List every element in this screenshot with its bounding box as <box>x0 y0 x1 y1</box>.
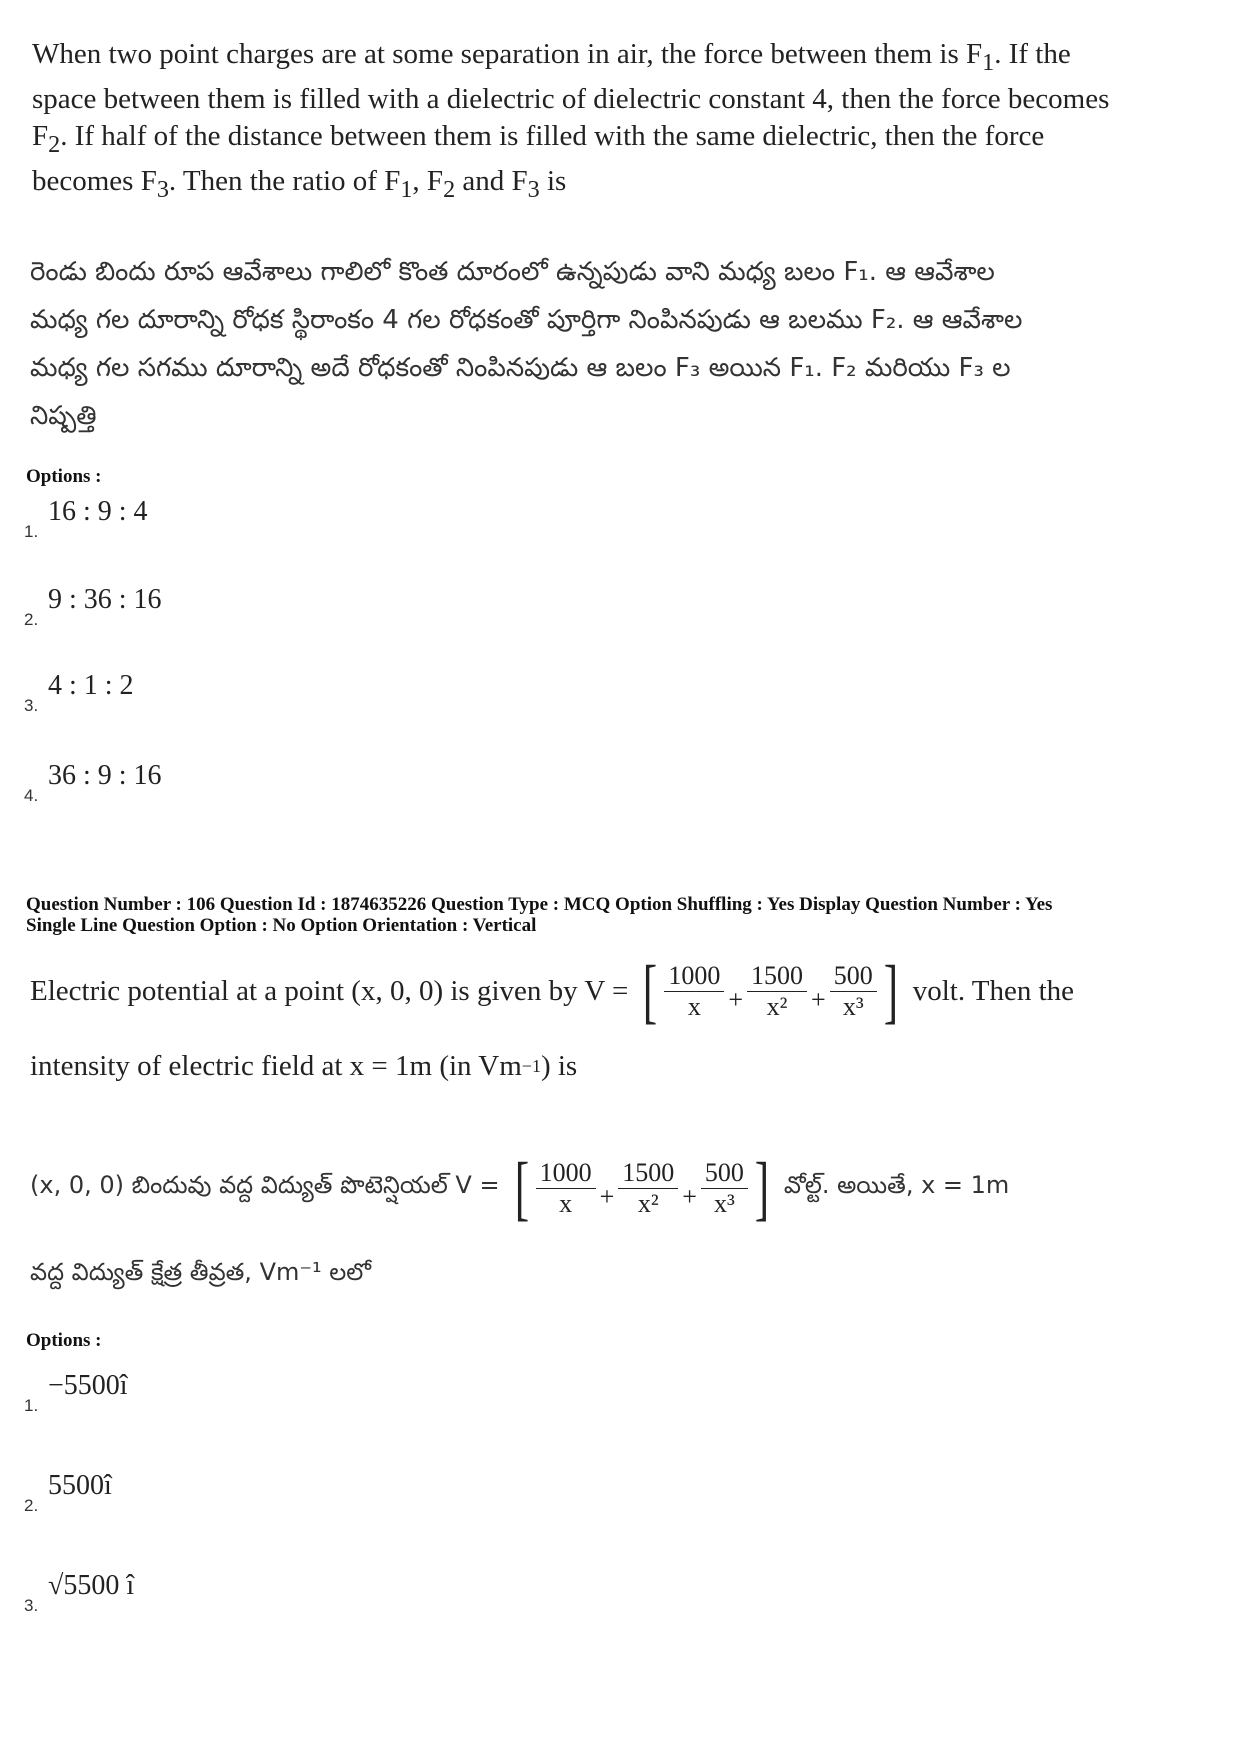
option-number: 1. <box>24 1396 39 1415</box>
option-number: 2. <box>24 1496 39 1515</box>
option-value: 5500î <box>48 1470 112 1501</box>
question-105-telugu <box>30 248 1140 440</box>
q106-telugu-line1: (x, 0, 0) బిందువు వద్ద విద్యుత్ పొటెన్షియల్ V = [ $\frac{1000}{x}$ + $\frac{1500}{\text{x²}}$ + $\frac{500}{\text{x³}}$ ] వోల్ట్. అయితే, x = 1m <box>30 1148 1010 1228</box>
q106-meta-line2: Single Line Question Option : No Option Orientation : Vertical <box>26 915 537 936</box>
fraction-3: $\frac{500}{\text{x³}}$ <box>701 1158 748 1219</box>
option-number: 3. <box>24 696 39 715</box>
q105-te-line4: నిష్పత్తి <box>30 401 97 431</box>
q105-option-2[interactable] <box>24 584 162 629</box>
q106-option-1[interactable] <box>24 1370 128 1415</box>
option-number: 3. <box>24 1596 39 1615</box>
q105-option-1[interactable] <box>24 496 148 541</box>
right-bracket: ] <box>754 1148 770 1228</box>
fraction-3: $\frac{500}{\text{x³}}$ <box>830 961 877 1022</box>
q105-option-4[interactable] <box>24 760 162 805</box>
sub: 1 <box>400 175 413 203</box>
q106-english-line1: Electric potential at a point (x, 0, 0) is given by V = [ $\frac{1000}{x}$ + $\frac{1500}{\text{x²}}$ + $\frac{500}{\text{x³}}$ ] volt. Then the <box>30 951 1075 1031</box>
fraction-1: $\frac{1000}{x}$ <box>536 1158 596 1219</box>
left-bracket: [ <box>514 1148 529 1228</box>
option-number: 4. <box>24 786 39 805</box>
sub: 2 <box>443 175 456 203</box>
question-105-english <box>32 36 1142 207</box>
left-bracket: [ <box>643 951 658 1031</box>
option-value: 16 : 9 : 4 <box>48 496 148 527</box>
q106-meta-line1: Question Number : 106 Question Id : 1874635226 Question Type : MCQ Option Shuffling : Yes Display Question Number : Yes <box>26 894 1053 915</box>
q106-english-line2: intensity of electric field at x = 1m (in Vm −1 ) is <box>30 1050 578 1082</box>
potential-formula: [ $\frac{1000}{x}$ + $\frac{1500}{\text{x²}}$ + $\frac{500}{\text{x³}}$ ] <box>643 951 898 1031</box>
option-value: −5500î <box>48 1370 128 1401</box>
fraction-2: $\frac{1500}{\text{x²}}$ <box>747 961 807 1022</box>
sub: 3 <box>527 175 540 203</box>
option-value: 9 : 36 : 16 <box>48 584 162 615</box>
option-value: 36 : 9 : 16 <box>48 760 162 791</box>
q105-te-line3: మధ్య గల సగము దూరాన్ని అదే రోధకంతో నింపినపుడు ఆ బలం F₃ అయిన F₁. F₂ మరియు F₃ ల <box>30 353 1011 383</box>
q105-line3: $F_2$. If half of the distance between them is filled with the same dielectric, then the force <box>32 119 1045 158</box>
q105-line2: space between them is filled with a dielectric of dielectric constant 4, then the force becomes <box>32 82 1110 115</box>
q106-options-label: Options : <box>26 1330 102 1351</box>
sub: 2 <box>48 130 61 158</box>
q105-te-line2: మధ్య గల దూరాన్ని రోధక స్థిరాంకం 4 గల రోధకంతో పూర్తిగా నింపినపుడు ఆ బలము F₂. ఆ ఆవేశాల <box>30 305 1023 335</box>
q105-option-3[interactable] <box>24 670 134 715</box>
right-bracket: ] <box>883 951 898 1031</box>
option-number: 1. <box>24 522 39 541</box>
q106-telugu-line2: వద్ద విద్యుత్ క్షేత్ర తీవ్రత, Vm⁻¹ లలో <box>30 1258 371 1286</box>
sub: 1 <box>982 48 995 76</box>
q106-option-2[interactable] <box>24 1470 112 1515</box>
sub: 3 <box>156 175 169 203</box>
option-number: 2. <box>24 610 39 629</box>
option-value: 4 : 1 : 2 <box>48 670 134 701</box>
q105-options-label: Options : <box>26 466 102 487</box>
q106-meta <box>26 894 1226 936</box>
potential-formula-te: [ $\frac{1000}{x}$ + $\frac{1500}{\text{x²}}$ + $\frac{500}{\text{x³}}$ ] <box>514 1148 770 1228</box>
q106-option-3[interactable] <box>24 1570 135 1615</box>
fraction-2: $\frac{1500}{\text{x²}}$ <box>618 1158 678 1219</box>
q105-line1: When two point charges are at some separation in air, the force between them is $F_1$. If the <box>32 38 1071 76</box>
q105-te-line1: రెండు బిందు రూప ఆవేశాలు గాలిలో కొంత దూరంలో ఉన్నపుడు వాని మధ్య బలం F₁. ఆ ఆవేశాల <box>30 257 995 287</box>
q105-line4: becomes $F_3$. Then the ratio of $F_1$, $F_2$ and $F_3$ is <box>32 164 567 203</box>
option-value: √5500 î <box>48 1570 135 1601</box>
fraction-1: $\frac{1000}{x}$ <box>664 961 724 1022</box>
